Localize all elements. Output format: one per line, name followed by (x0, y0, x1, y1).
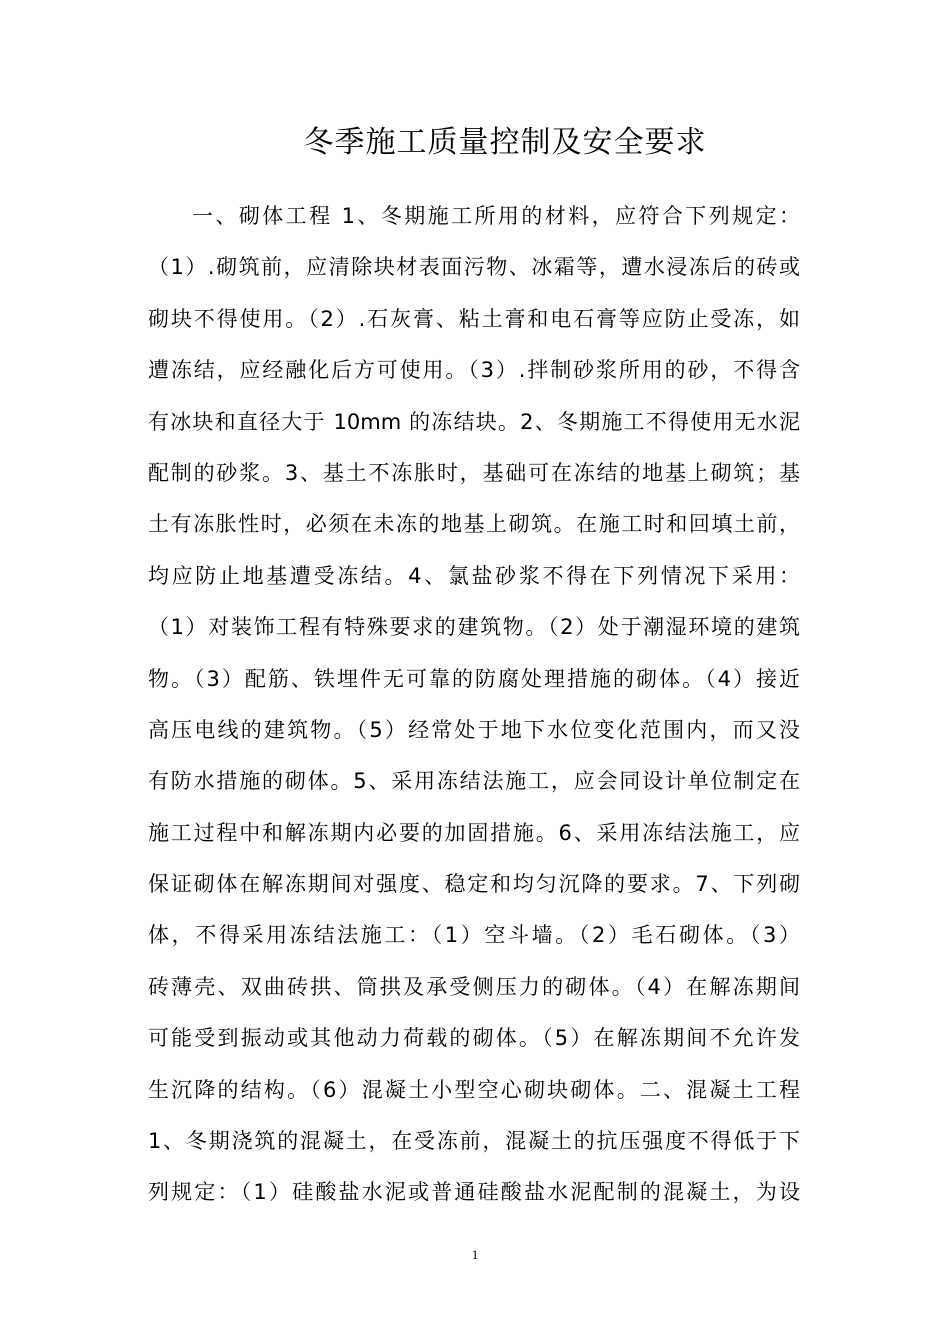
text-line: 配制的砂浆。3、基土不冻胀时，基础可在冻结的地基上砌筑；基 (148, 460, 800, 485)
text-line: 砖薄壳、双曲砖拱、筒拱及承受侧压力的砌体。（4）在解冻期间 (148, 974, 800, 999)
text-line: 体，不得采用冻结法施工：（1）空斗墙。（2）毛石砌体。（3） (148, 923, 800, 948)
document-title: 冬季施工质量控制及安全要求 (303, 125, 707, 160)
text-line: 列规定：（1）硅酸盐水泥或普通硅酸盐水泥配制的混凝土，为设 (148, 1180, 800, 1205)
text-line: 砌块不得使用。（2）.石灰膏、粘土膏和电石膏等应防止受冻，如 (148, 306, 800, 331)
text-line: （1）.砌筑前，应清除块材表面污物、冰霜等，遭水浸冻后的砖或 (148, 255, 800, 280)
text-line: 有冰块和直径大于 10mm 的冻结块。2、冬期施工不得使用无水泥 (148, 409, 800, 434)
text-line: 一、砌体工程 1、冬期施工所用的材料，应符合下列规定： (192, 204, 800, 228)
text-line: 有防水措施的砌体。5、采用冻结法施工，应会同设计单位制定在 (148, 769, 800, 794)
document-body (148, 194, 800, 1222)
text-line: 均应防止地基遭受冻结。4、氯盐砂浆不得在下列情况下采用： (148, 563, 800, 588)
text-line: 可能受到振动或其他动力荷载的砌体。（5）在解冻期间不允许发 (148, 1026, 800, 1051)
text-line: 高压电线的建筑物。（5）经常处于地下水位变化范围内，而又没 (148, 717, 800, 742)
text-line: （1）对装饰工程有特殊要求的建筑物。（2）处于潮湿环境的建筑 (148, 615, 800, 640)
page-number: 1 (471, 1247, 479, 1262)
text-line: 土有冻胀性时，必须在未冻的地基上砌筑。在施工时和回填土前， (148, 512, 800, 537)
text-line: 保证砌体在解冻期间对强度、稳定和均匀沉降的要求。7、下列砌 (148, 872, 800, 897)
text-line: 生沉降的结构。（6）混凝土小型空心砌块砌体。二、混凝土工程 (148, 1077, 800, 1102)
text-line: 物。（3）配筋、铁埋件无可靠的防腐处理措施的砌体。（4）接近 (148, 666, 800, 691)
text-line: 施工过程中和解冻期内必要的加固措施。6、采用冻结法施工，应 (148, 820, 800, 845)
text-line: 1、冬期浇筑的混凝土，在受冻前，混凝土的抗压强度不得低于下 (148, 1129, 800, 1154)
text-line: 遭冻结，应经融化后方可使用。（3）.拌制砂浆所用的砂，不得含 (148, 358, 800, 383)
